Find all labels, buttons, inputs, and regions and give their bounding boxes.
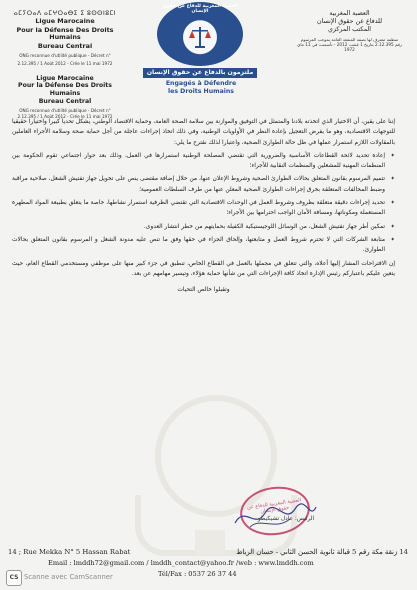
ar-decree-1: منظمة معترف لها بصفة المنفعة العامة بموجب المرسوم [300, 37, 399, 42]
ar-decree-2: رقم 2.12.395 بتاريخ 1 غشت 2012 - تأسست في 11 ماي 1972 [297, 42, 402, 53]
logo-arabic-motto: ملتزمون بالدفاع عن حقوق الإنسان [143, 68, 257, 78]
logo-french-line-1: Engagés à Défendre [165, 80, 237, 87]
list-item: ✦ تحديد إجراءات دقيقة متعلقة بظروف وشروط العمل في الوحدات الاقتصادية التي تقتضي الظرفية استمرار نشاطها، خاصة ما يتعلق بطبيعة المواد المطهرة المستعملة ومكوناتها، ومسافة الأمان الواجب احترامها بين الأجراء؛ [12, 198, 385, 219]
ligue-decree-2: 2.12.395 / 1 Août 2012 - Crée le 11 mai 1972 [17, 113, 113, 119]
camscanner-label: Scanne avec CamScanner [24, 573, 113, 581]
logo-french-motto [149, 80, 253, 95]
ar-title-3: المكتب المركزي [327, 26, 372, 33]
closing-paragraph: إن الاقتراحات المشار إليها أعلاه، والتي تتعلق في مجملها بالعمل في القطاع الخاص، تنطبق في جزء كبير منها على موظفي ومستخدمي القطاع العام، حيث يتعين عليكم باعتباركم رئيس الإدارة اتخاذ كافة الإجراءات التي من شأنها حماية هؤلاء، وتيسير مهامهم عن بعد. [12, 260, 395, 277]
ligue-title-2: Pour la Défense Des Droits Humains [18, 82, 112, 97]
ligue-decree-1: ONG reconnue d'utilité publique - Décret n° [19, 108, 111, 114]
address-arabic: 14 زنقة مكة رقم 5 قبالة ثانوية الحسن الثاني - حسان الرباط [236, 548, 408, 556]
proposals-list [12, 151, 395, 256]
list-item: ✦ إعادة تحديد لائحة القطاعات الأساسية والضرورية التي تقتضي المصلحة الوطنية استمرارها في العمل، وذلك بعد حوار اجتماعي تقوم الحكومة بين المنظمات المهنية للمشغلين والمنظمات النقابية للأجراء؛ [12, 151, 385, 172]
letterhead-left [6, 10, 124, 119]
fr-title-2: Pour la Défense Des Droits Humains [16, 25, 114, 41]
intro-paragraph: إننا على يقين، أن الاختيار الذي اتخذته بلادنا والمتمثل في التوفيق والموازنة بين سلامة الصحة العامة، وحماية الاقتصاد الوطني، يشكل تحديا كبيرا واختيارا حقيقيا للتوجهات الاقتصادية، وهو ما يفرض التعجيل بإعادة النظر في الأولويات الوطنية، وفي ذلك اتخاذ إجراءات عاجلة من أجل حماية صحة وسلامة الأجراء العاملين بالمقاولات اللازم استمرار عملها في ظل حالة الطوارئ الصحية، واعتبارا لذلك نقترح ما يلي: [12, 119, 395, 146]
organization-logo [143, 2, 263, 106]
stamp-text: العصبة المغربية للدفاع عن حقوق الإنسان [246, 497, 302, 515]
list-item: ✦ تتميم المرسوم بقانون المتعلق بحالات الطوارئ الصحية وشروط الإعلان عنها، من خلال إضافة مقتضى ينص على تخويل جهاز تفتيش الشغل، صلاحية مراقبة وضبط المخالفات المتعلقة بخرق إجراءات الطوارئ الصحية المعلن عنها من طرف السلطات العمومية؛ [12, 174, 385, 195]
camscanner-icon: CS [6, 570, 22, 586]
footer-email: Email : lmddh72@gmail.com / lmddh_contact@yahoo.fr /web : www.lmddh.com [48, 559, 314, 567]
letter-body [12, 117, 395, 298]
logo-french-line-2: les Droits Humains [168, 87, 234, 95]
ar-title-1: العصبة المغربية [329, 10, 370, 17]
address-french: 14 ; Rue Mekka N° 5 Hassan Rabat [8, 548, 131, 556]
amazigh-title: ⴰⵎⵢⵔⴰⴷ ⴰⵎⵖⵔⴰⴱⵉ ⵉ ⵓⵙⵙⵏⵓⵎⵏ [13, 10, 117, 17]
ligue-title-1: Ligue Marocaine [36, 74, 94, 82]
scales-icon [189, 24, 211, 50]
list-item: ✦ تمكين أطر جهاز تفتيش الشغل، من الوسائل اللوجيستيكية الكفيلة بحمايتهم من خطر انتشار العدوى. [12, 222, 385, 232]
footer-phone: Tél/Fax : 0537 26 37 44 [158, 570, 237, 578]
logo-ring-text: العصبة المغربية للدفاع عن حقوق الإنسان [162, 4, 238, 14]
signatory-title: الرئيس: عادل تشيكيطو [257, 516, 315, 522]
ong-decree-1: ONG reconnue d'utilité publique - Décret n° [19, 53, 111, 58]
list-item: ✦ متابعة الشركات التي لا تحترم شروط العمل و متابعتها، وإلحاق الجزاء في حقها وفق ما تنص عليه مدونة الشغل و المرسوم بقانون المتعلق بحالات الطوارئ. [12, 235, 385, 256]
greeting: وتقبلوا خالص التحيات [177, 287, 230, 294]
ligue-title-3: Bureau Central [38, 97, 92, 105]
letterhead [0, 0, 417, 119]
letterhead-right [292, 10, 407, 53]
ong-decree-2: 2.12.395 / 1 Août 2012 - Crée le 11 mai 1972 [17, 61, 113, 67]
fr-title-3: Bureau Central [37, 41, 93, 50]
fr-title-1: Ligue Marocaine [35, 17, 95, 25]
ar-title-2: للدفاع عن حقوق الإنسان [316, 18, 383, 25]
signature-scribble [230, 495, 320, 535]
